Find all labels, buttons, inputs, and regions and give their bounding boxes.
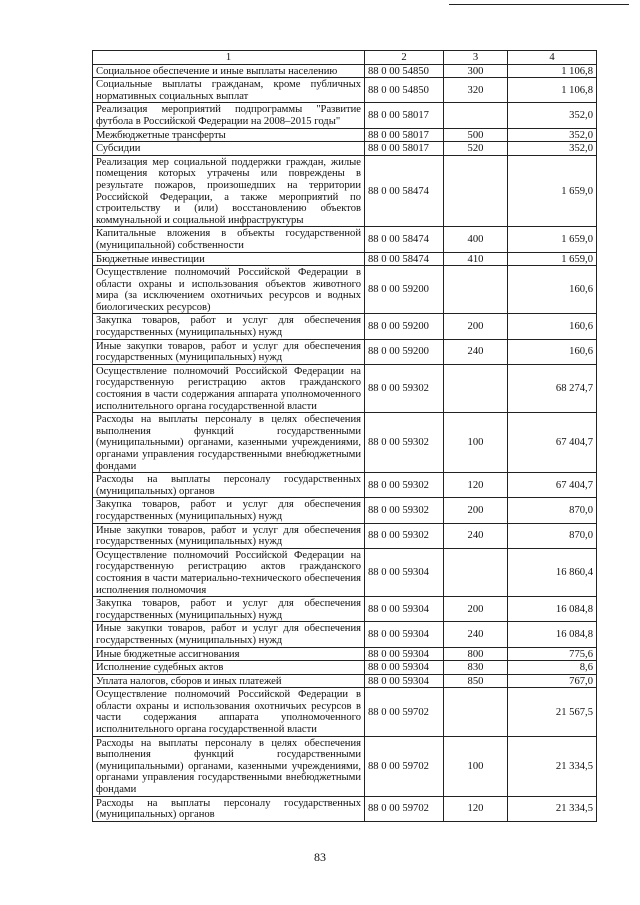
row-sum-cell: 21 334,5 xyxy=(508,736,597,796)
row-code-cell: 88 0 00 59302 xyxy=(365,473,444,498)
row-code-cell: 88 0 00 59304 xyxy=(365,661,444,675)
row-type-cell: 240 xyxy=(444,523,508,548)
row-name-cell: Уплата налогов, сборов и иных платежей xyxy=(93,674,365,688)
row-type-cell: 850 xyxy=(444,674,508,688)
row-name-cell: Иные закупки товаров, работ и услуг для обеспечения государственных (муниципальных) нужд xyxy=(93,523,365,548)
row-name-cell: Осуществление полномочий Российской Федерации в области охраны и использования объектов животного мира (за исключением охотничьих ресурсов и водных биологических ресурсов) xyxy=(93,266,365,314)
row-name-cell: Закупка товаров, работ и услуг для обеспечения государственных (муниципальных) нужд xyxy=(93,314,365,339)
row-sum-cell: 775,6 xyxy=(508,647,597,661)
row-name-cell: Капитальные вложения в объекты государственной (муниципальной) собственности xyxy=(93,227,365,252)
row-code-cell: 88 0 00 59304 xyxy=(365,647,444,661)
row-sum-cell: 1 659,0 xyxy=(508,155,597,227)
row-sum-cell: 21 334,5 xyxy=(508,796,597,821)
row-name-cell: Реализация мероприятий подпрограммы "Развитие футбола в Российской Федерации на 2008–2015 годы" xyxy=(93,103,365,128)
table-row xyxy=(93,103,597,128)
row-code-cell: 88 0 00 58017 xyxy=(365,103,444,128)
row-sum-cell: 870,0 xyxy=(508,498,597,523)
row-sum-cell: 67 404,7 xyxy=(508,473,597,498)
row-type-cell: 800 xyxy=(444,647,508,661)
row-type-cell: 120 xyxy=(444,796,508,821)
row-code-cell: 88 0 00 58474 xyxy=(365,252,444,266)
row-sum-cell: 16 084,8 xyxy=(508,622,597,647)
header-col-4: 4 xyxy=(508,51,597,65)
table-row xyxy=(93,314,597,339)
row-name-cell: Иные бюджетные ассигнования xyxy=(93,647,365,661)
row-sum-cell: 68 274,7 xyxy=(508,364,597,412)
table-row xyxy=(93,498,597,523)
row-type-cell xyxy=(444,688,508,736)
row-type-cell: 500 xyxy=(444,128,508,142)
table-row xyxy=(93,473,597,498)
row-type-cell: 830 xyxy=(444,661,508,675)
table-row xyxy=(93,674,597,688)
table-row xyxy=(93,796,597,821)
row-name-cell: Иные закупки товаров, работ и услуг для обеспечения государственных (муниципальных) нужд xyxy=(93,339,365,364)
row-sum-cell: 21 567,5 xyxy=(508,688,597,736)
row-sum-cell: 16 860,4 xyxy=(508,548,597,596)
row-type-cell xyxy=(444,155,508,227)
row-sum-cell: 352,0 xyxy=(508,142,597,156)
row-sum-cell: 16 084,8 xyxy=(508,597,597,622)
table-row xyxy=(93,252,597,266)
row-name-cell: Исполнение судебных актов xyxy=(93,661,365,675)
table-row xyxy=(93,128,597,142)
row-name-cell: Осуществление полномочий Российской Федерации на государственную регистрацию актов гражданского состояния в части материально-технического обеспечения исполнения полномочия xyxy=(93,548,365,596)
row-type-cell: 400 xyxy=(444,227,508,252)
row-code-cell: 88 0 00 58017 xyxy=(365,128,444,142)
table-row xyxy=(93,622,597,647)
row-name-cell: Расходы на выплаты персоналу в целях обеспечения выполнения функций государственными (муниципальными) органами, казенными учреждениями, органами управления государственными внебюджетными фондами xyxy=(93,736,365,796)
header-col-3: 3 xyxy=(444,51,508,65)
row-code-cell: 88 0 00 54850 xyxy=(365,78,444,103)
table-row xyxy=(93,661,597,675)
row-code-cell: 88 0 00 59304 xyxy=(365,548,444,596)
row-type-cell: 100 xyxy=(444,736,508,796)
row-type-cell: 410 xyxy=(444,252,508,266)
row-sum-cell: 870,0 xyxy=(508,523,597,548)
top-rule xyxy=(449,4,629,5)
table-row xyxy=(93,78,597,103)
row-name-cell: Расходы на выплаты персоналу в целях обеспечения выполнения функций государственными (муниципальными) органами, казенными учреждениями, органами управления государственными внебюджетными фондами xyxy=(93,413,365,473)
table-row xyxy=(93,597,597,622)
row-code-cell: 88 0 00 59304 xyxy=(365,597,444,622)
row-sum-cell: 67 404,7 xyxy=(508,413,597,473)
row-type-cell: 200 xyxy=(444,314,508,339)
row-code-cell: 88 0 00 59200 xyxy=(365,314,444,339)
row-type-cell: 320 xyxy=(444,78,508,103)
row-code-cell: 88 0 00 58474 xyxy=(365,227,444,252)
table-row xyxy=(93,688,597,736)
header-col-1: 1 xyxy=(93,51,365,65)
row-type-cell: 300 xyxy=(444,64,508,78)
row-sum-cell: 767,0 xyxy=(508,674,597,688)
row-name-cell: Иные закупки товаров, работ и услуг для обеспечения государственных (муниципальных) нужд xyxy=(93,622,365,647)
row-code-cell: 88 0 00 58017 xyxy=(365,142,444,156)
row-sum-cell: 352,0 xyxy=(508,128,597,142)
row-sum-cell: 1 659,0 xyxy=(508,252,597,266)
table-row xyxy=(93,736,597,796)
row-name-cell: Расходы на выплаты персоналу государственных (муниципальных) органов xyxy=(93,796,365,821)
row-sum-cell: 1 106,8 xyxy=(508,64,597,78)
row-sum-cell: 160,6 xyxy=(508,339,597,364)
row-type-cell xyxy=(444,266,508,314)
row-name-cell: Социальные выплаты гражданам, кроме публичных нормативных социальных выплат xyxy=(93,78,365,103)
row-code-cell: 88 0 00 59702 xyxy=(365,688,444,736)
table-row xyxy=(93,523,597,548)
row-type-cell: 520 xyxy=(444,142,508,156)
row-code-cell: 88 0 00 59702 xyxy=(365,736,444,796)
row-type-cell: 200 xyxy=(444,498,508,523)
row-name-cell: Реализация мер социальной поддержки граждан, жилые помещения которых утрачены или повреждены в результате пожаров, произошедших на территории Российской Федерации, а также мероприятий по строительству и (или) восстановлению объектов коммунальной и социальной инфраструктуры xyxy=(93,155,365,227)
row-code-cell: 88 0 00 59302 xyxy=(365,364,444,412)
row-type-cell: 240 xyxy=(444,339,508,364)
table-row xyxy=(93,413,597,473)
table-row xyxy=(93,266,597,314)
row-type-cell xyxy=(444,364,508,412)
row-code-cell: 88 0 00 59302 xyxy=(365,523,444,548)
row-type-cell: 240 xyxy=(444,622,508,647)
row-type-cell: 120 xyxy=(444,473,508,498)
table-row xyxy=(93,339,597,364)
row-name-cell: Закупка товаров, работ и услуг для обеспечения государственных (муниципальных) нужд xyxy=(93,597,365,622)
row-code-cell: 88 0 00 58474 xyxy=(365,155,444,227)
row-code-cell: 88 0 00 59302 xyxy=(365,498,444,523)
page-number: 83 xyxy=(314,850,326,864)
row-name-cell: Осуществление полномочий Российской Федерации в области охраны и использования охотничьих ресурсов в части содержания аппарата уполномоченного исполнительного органа государственной власти xyxy=(93,688,365,736)
row-name-cell: Расходы на выплаты персоналу государственных (муниципальных) органов xyxy=(93,473,365,498)
row-name-cell: Закупка товаров, работ и услуг для обеспечения государственных (муниципальных) нужд xyxy=(93,498,365,523)
row-code-cell: 88 0 00 59302 xyxy=(365,413,444,473)
header-col-2: 2 xyxy=(365,51,444,65)
row-code-cell: 88 0 00 59200 xyxy=(365,266,444,314)
row-sum-cell: 8,6 xyxy=(508,661,597,675)
table-row xyxy=(93,548,597,596)
table-header-row xyxy=(93,51,597,65)
row-name-cell: Бюджетные инвестиции xyxy=(93,252,365,266)
table-row xyxy=(93,364,597,412)
row-code-cell: 88 0 00 59304 xyxy=(365,622,444,647)
table-row xyxy=(93,142,597,156)
row-type-cell: 100 xyxy=(444,413,508,473)
row-name-cell: Осуществление полномочий Российской Федерации на государственную регистрацию актов гражданского состояния в части содержания аппарата уполномоченного исполнительного органа государственной власти xyxy=(93,364,365,412)
row-code-cell: 88 0 00 59304 xyxy=(365,674,444,688)
table-row xyxy=(93,155,597,227)
table-row xyxy=(93,647,597,661)
table-row xyxy=(93,64,597,78)
row-sum-cell: 160,6 xyxy=(508,314,597,339)
row-name-cell: Социальное обеспечение и иные выплаты населению xyxy=(93,64,365,78)
table-row xyxy=(93,227,597,252)
row-sum-cell: 352,0 xyxy=(508,103,597,128)
row-type-cell xyxy=(444,548,508,596)
row-sum-cell: 160,6 xyxy=(508,266,597,314)
row-code-cell: 88 0 00 54850 xyxy=(365,64,444,78)
row-sum-cell: 1 659,0 xyxy=(508,227,597,252)
row-type-cell: 200 xyxy=(444,597,508,622)
row-code-cell: 88 0 00 59702 xyxy=(365,796,444,821)
row-sum-cell: 1 106,8 xyxy=(508,78,597,103)
row-name-cell: Межбюджетные трансферты xyxy=(93,128,365,142)
budget-table xyxy=(92,50,597,822)
row-type-cell xyxy=(444,103,508,128)
row-name-cell: Субсидии xyxy=(93,142,365,156)
row-code-cell: 88 0 00 59200 xyxy=(365,339,444,364)
